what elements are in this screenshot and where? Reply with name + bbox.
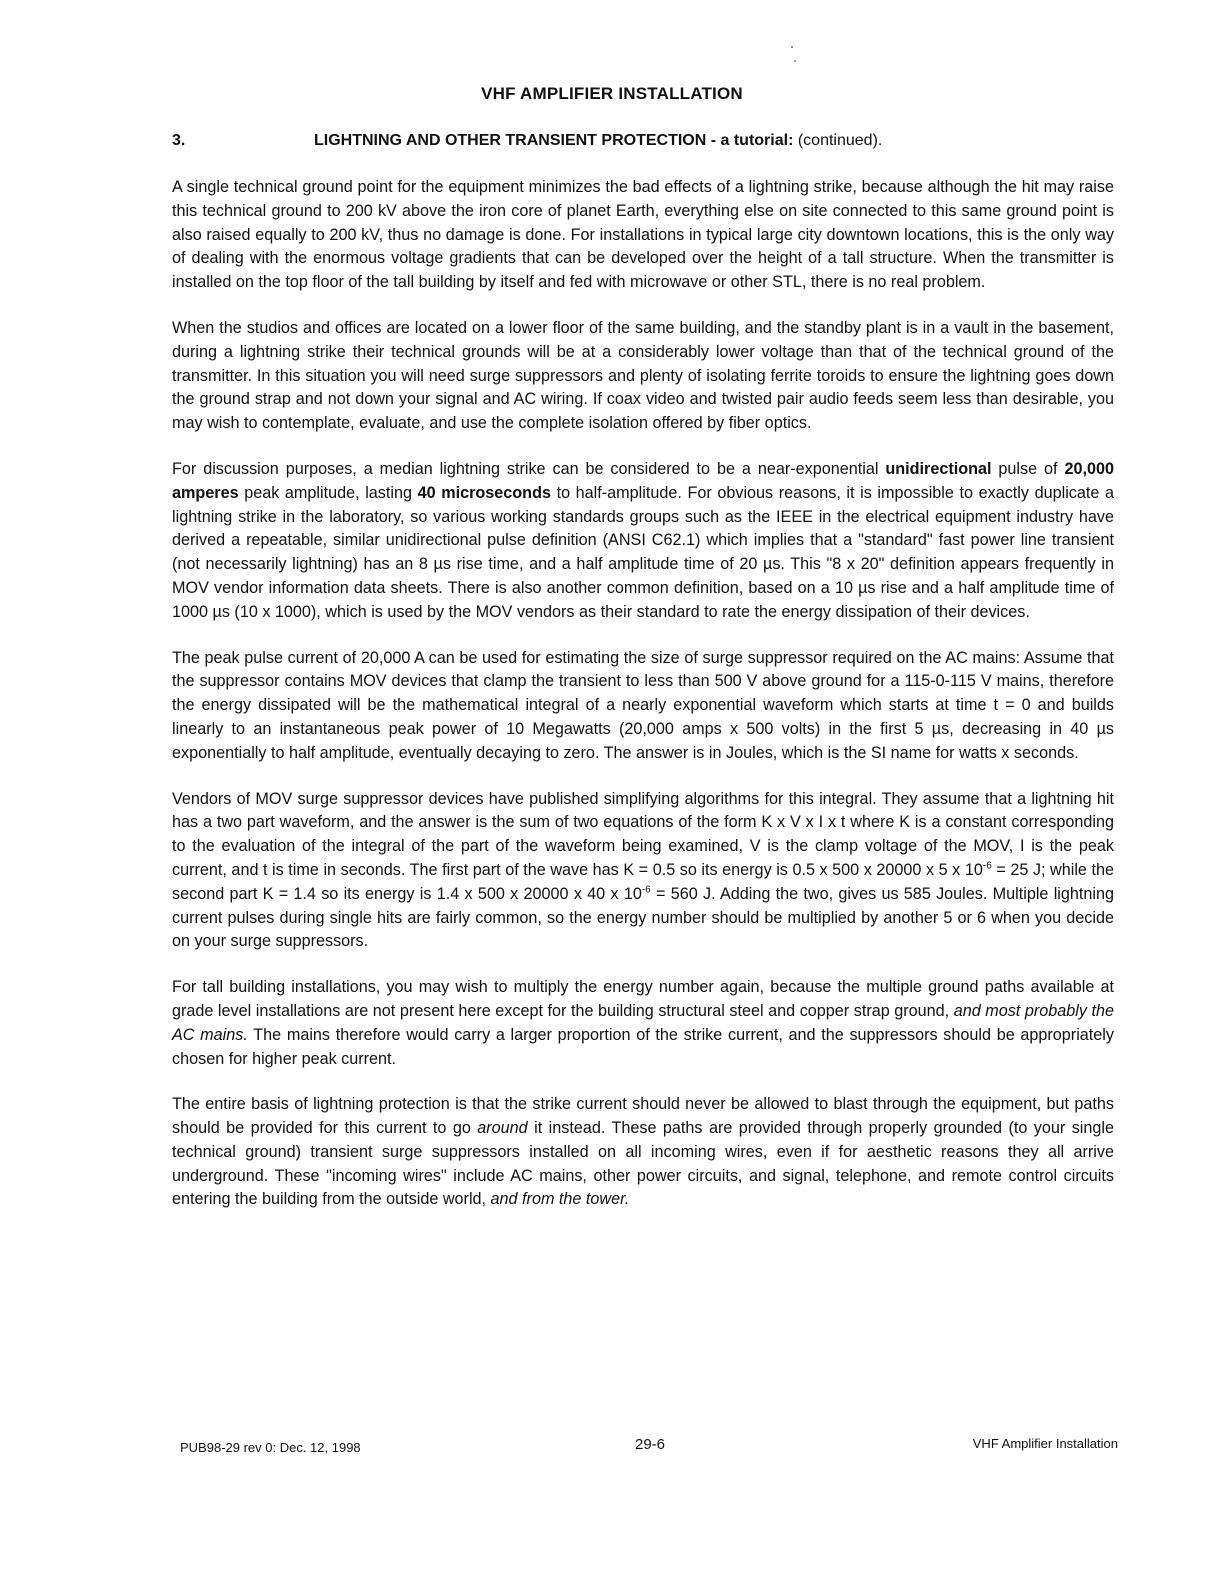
p5-text-a: Vendors of MOV surge suppressor devices have published simplifying algorithms for this integral. They assume that a lightning hit has a two part waveform, and the answer is the sum of two equations of the form K x V x I x t where K is a constant corresponding to the evaluation of the integral of the part of the waveform being examined, V is the clamp voltage of the MOV, I is the peak current, and t is time in seconds. The first part of the wave has K = 0.5 so its energy is 0.5 x 500 x 20000 x 5 x 10 xyxy=(172,789,1114,879)
section-title-bold: LIGHTNING AND OTHER TRANSIENT PROTECTION - a tutorial: xyxy=(314,132,794,149)
p3-bold-microseconds: 40 microseconds xyxy=(417,483,551,502)
footer-publication: PUB98-29 rev 0: Dec. 12, 1998 xyxy=(180,1440,361,1455)
section-title xyxy=(314,132,882,150)
paragraph-5 xyxy=(172,788,1114,955)
page-title: VHF AMPLIFIER INSTALLATION xyxy=(481,84,743,103)
scan-speck xyxy=(791,46,793,48)
p6-italic: and most probably the AC mains. xyxy=(172,1001,1114,1044)
p7-italic-around: around xyxy=(477,1119,528,1138)
p3-text-a: For discussion purposes, a median lightning strike can be considered to be a near-exponential xyxy=(172,459,886,478)
p5-text-b: = 25 J; while the second part K = 1.4 so its energy is 1.4 x 500 x 20000 x 40 x 10 xyxy=(172,860,1115,903)
p3-text-c: pulse of xyxy=(991,459,1065,478)
p5-text-c: = 560 J. Adding the two, gives us 585 Joules. Multiple lightning current pulses during single hits are fairly common, so the energy number should be multiplied by another 5 or 6 when you decide on your surge suppressors. xyxy=(172,884,1114,951)
section-title-suffix: (continued). xyxy=(793,132,883,149)
p3-bold-amperes: 20,000 amperes xyxy=(172,459,1114,502)
paragraph-7 xyxy=(172,1093,1114,1212)
p6-text-c: The mains therefore would carry a larger proportion of the strike current, and the suppressors should be appropriately chosen for higher peak current. xyxy=(172,1025,1114,1068)
page-footer xyxy=(180,1436,1118,1460)
paragraph-2: When the studios and offices are located on a lower floor of the same building, and the standby plant is in a vault in the basement, during a lightning strike their technical grounds will be at a considerably lower voltage than that of the technical ground of the transmitter. In this situation you will need surge suppressors and plenty of isolating ferrite toroids to ensure the lightning goes down the ground strap and not down your signal and AC wiring. If coax video and twisted pair audio feeds seem less than desirable, you may wish to contemplate, evaluate, and use the complete isolation offered by fiber optics. xyxy=(172,318,1114,433)
p7-text-c: it instead. These paths are provided through properly grounded (to your single technical ground) transient surge suppressors installed on all incoming wires, even if for aesthetic reasons they all arrive underground. These "incoming wires" include AC mains, other power circuits, and signal, telephone, and remote control circuits entering the building from the outside world, xyxy=(172,1119,1114,1209)
paragraph-3 xyxy=(172,458,1114,625)
scan-speck xyxy=(794,60,796,62)
p7-text-a: The entire basis of lightning protection is that the strike current should never be allowed to blast through the equipment, but paths should be provided for this current to go xyxy=(172,1095,1114,1138)
section-number: 3. xyxy=(172,132,186,149)
p7-italic-tower: and from the tower. xyxy=(490,1190,630,1209)
body-text xyxy=(172,176,1114,1234)
p6-text-a: For tall building installations, you may wish to multiply the energy number again, because the multiple ground paths available at grade level installations are not present here except for the building structural steel and copper strap ground, xyxy=(172,978,1114,1020)
footer-title: VHF Amplifier Installation xyxy=(972,1436,1118,1451)
p3-text-e: peak amplitude, lasting xyxy=(238,483,418,502)
page-number: 29-6 xyxy=(635,1436,666,1453)
p5-exponent-2: -6 xyxy=(641,884,651,896)
paragraph-1: A single technical ground point for the equipment minimizes the bad effects of a lightning strike, because although the hit may raise this technical ground to 200 kV above the iron core of planet Earth, everything else on site connected to this same ground point is also raised equally to 200 kV, thus no damage is done. For installations in typical large city downtown locations, this is the only way of dealing with the enormous voltage gradients that can be developed over the height of a tall structure. When the transmitter is installed on the top floor of the tall building by itself and fed with microwave or other STL, there is no real problem. xyxy=(172,178,1114,292)
p5-exponent-1: -6 xyxy=(982,860,992,872)
p3-bold-unidirectional: unidirectional xyxy=(885,459,992,478)
p3-text-g: to half-amplitude. For obvious reasons, it is impossible to exactly duplicate a lightning strike in the laboratory, so various working standards groups such as the IEEE in the electrical equipment industry have derived a repeatable, similar unidirectional pulse definition (ANSI C62.1) which implies that a "standard" fast power line transient (not necessarily lightning) has an 8 µs rise time, and a half amplitude time of 20 µs. This "8 x 20" definition appears frequently in MOV vendor information data sheets. There is also another common definition, based on a 10 µs rise and a half amplitude time of 1000 µs (10 x 1000), which is used by the MOV vendors as their standard to rate the energy dissipation of their devices. xyxy=(172,483,1114,621)
paragraph-6 xyxy=(172,976,1114,1071)
paragraph-4: The peak pulse current of 20,000 A can be used for estimating the size of surge suppressor required on the AC mains: Assume that the suppressor contains MOV devices that clamp the transient to less than 500 V above ground for a 115-0-115 V mains, therefore the energy dissipated will be the mathematical integral of a nearly exponential waveform which starts at time t = 0 and builds linearly to an instantaneous peak power of 10 Megawatts (20,000 amps x 500 volts) in the first 5 µs, decreasing in 40 µs exponentially to half amplitude, eventually decaying to zero. The answer is in Joules, which is the SI name for watts x seconds. xyxy=(172,648,1114,762)
